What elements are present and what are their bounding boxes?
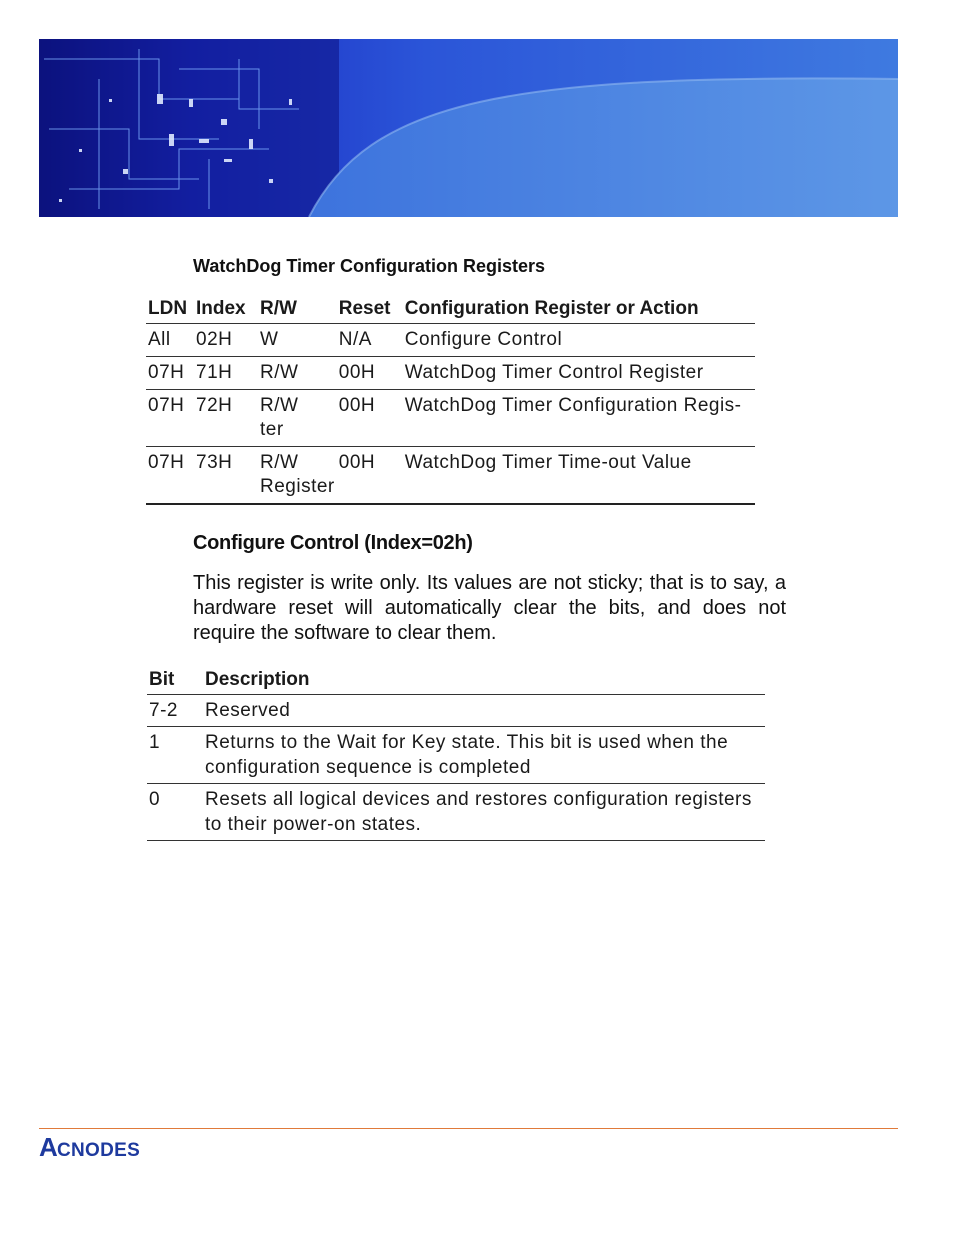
table-row — [146, 390, 755, 447]
table-row — [146, 324, 755, 357]
cell-action: WatchDog Timer Control Register — [403, 357, 755, 390]
cell-description: Reserved — [203, 695, 765, 727]
cell-reset: 00H — [337, 357, 403, 390]
cell-action: Configure Control — [403, 324, 755, 357]
cell-rw: W — [258, 324, 337, 357]
cell-description: Resets all logical devices and restores configuration registers to their power-on states. — [203, 784, 765, 841]
cell-index: 72H — [194, 390, 258, 447]
rw-value: R/W — [260, 452, 299, 473]
cell-rw: R/W — [258, 357, 337, 390]
cell-ldn: 07H — [146, 447, 194, 505]
cell-bit: 1 — [147, 727, 203, 784]
cell-ldn: All — [146, 324, 194, 357]
action-continuation: Register — [260, 476, 335, 497]
cell-reset: N/A — [337, 324, 403, 357]
cell-bit: 7-2 — [147, 695, 203, 727]
cell-index: 73H — [194, 447, 258, 505]
configure-control-description: This register is write only. Its values are not sticky; that is to say, a hardware reset will automatically clear the bits, and does not require the software to clear them. — [193, 572, 786, 644]
configure-control-bits-table — [147, 667, 765, 841]
footer-divider — [39, 1128, 898, 1129]
header-banner — [39, 39, 898, 217]
cell-description: Returns to the Wait for Key state. This bit is used when the configuration sequence is completed — [203, 727, 765, 784]
cell-rw — [258, 390, 337, 447]
header-rw: R/W — [258, 296, 337, 324]
section-title-configure-control: Configure Control (Index=02h) — [193, 532, 473, 554]
header-bit: Bit — [147, 667, 203, 695]
table-row — [146, 447, 755, 505]
header-reset: Reset — [337, 296, 403, 324]
table-row — [147, 695, 765, 727]
table-row — [147, 727, 765, 784]
cell-ldn: 07H — [146, 390, 194, 447]
table-header-row — [147, 667, 765, 695]
svg-text:CNODES: CNODES — [57, 1140, 141, 1161]
cell-reset: 00H — [337, 447, 403, 505]
cell-action: WatchDog Timer Configuration Regis- — [403, 390, 755, 447]
header-index: Index — [194, 296, 258, 324]
acnodes-logo — [39, 1133, 199, 1166]
section-title-watchdog: WatchDog Timer Configuration Registers — [193, 256, 546, 276]
cell-index: 71H — [194, 357, 258, 390]
rw-value: R/W — [260, 395, 299, 416]
cell-bit: 0 — [147, 784, 203, 841]
header-description: Description — [203, 667, 765, 695]
cell-ldn: 07H — [146, 357, 194, 390]
header-action: Configuration Register or Action — [403, 296, 755, 324]
circuit-board-graphic — [39, 39, 898, 217]
watchdog-registers-table — [146, 296, 755, 505]
table-row — [147, 784, 765, 841]
cell-index: 02H — [194, 324, 258, 357]
table-row — [146, 357, 755, 390]
cell-rw — [258, 447, 337, 505]
logo-graphic — [39, 1133, 199, 1161]
svg-text:A: A — [39, 1133, 58, 1161]
cell-action: WatchDog Timer Time-out Value — [403, 447, 755, 505]
table-header-row — [146, 296, 755, 324]
action-continuation: ter — [260, 419, 284, 440]
cell-reset: 00H — [337, 390, 403, 447]
header-ldn: LDN — [146, 296, 194, 324]
